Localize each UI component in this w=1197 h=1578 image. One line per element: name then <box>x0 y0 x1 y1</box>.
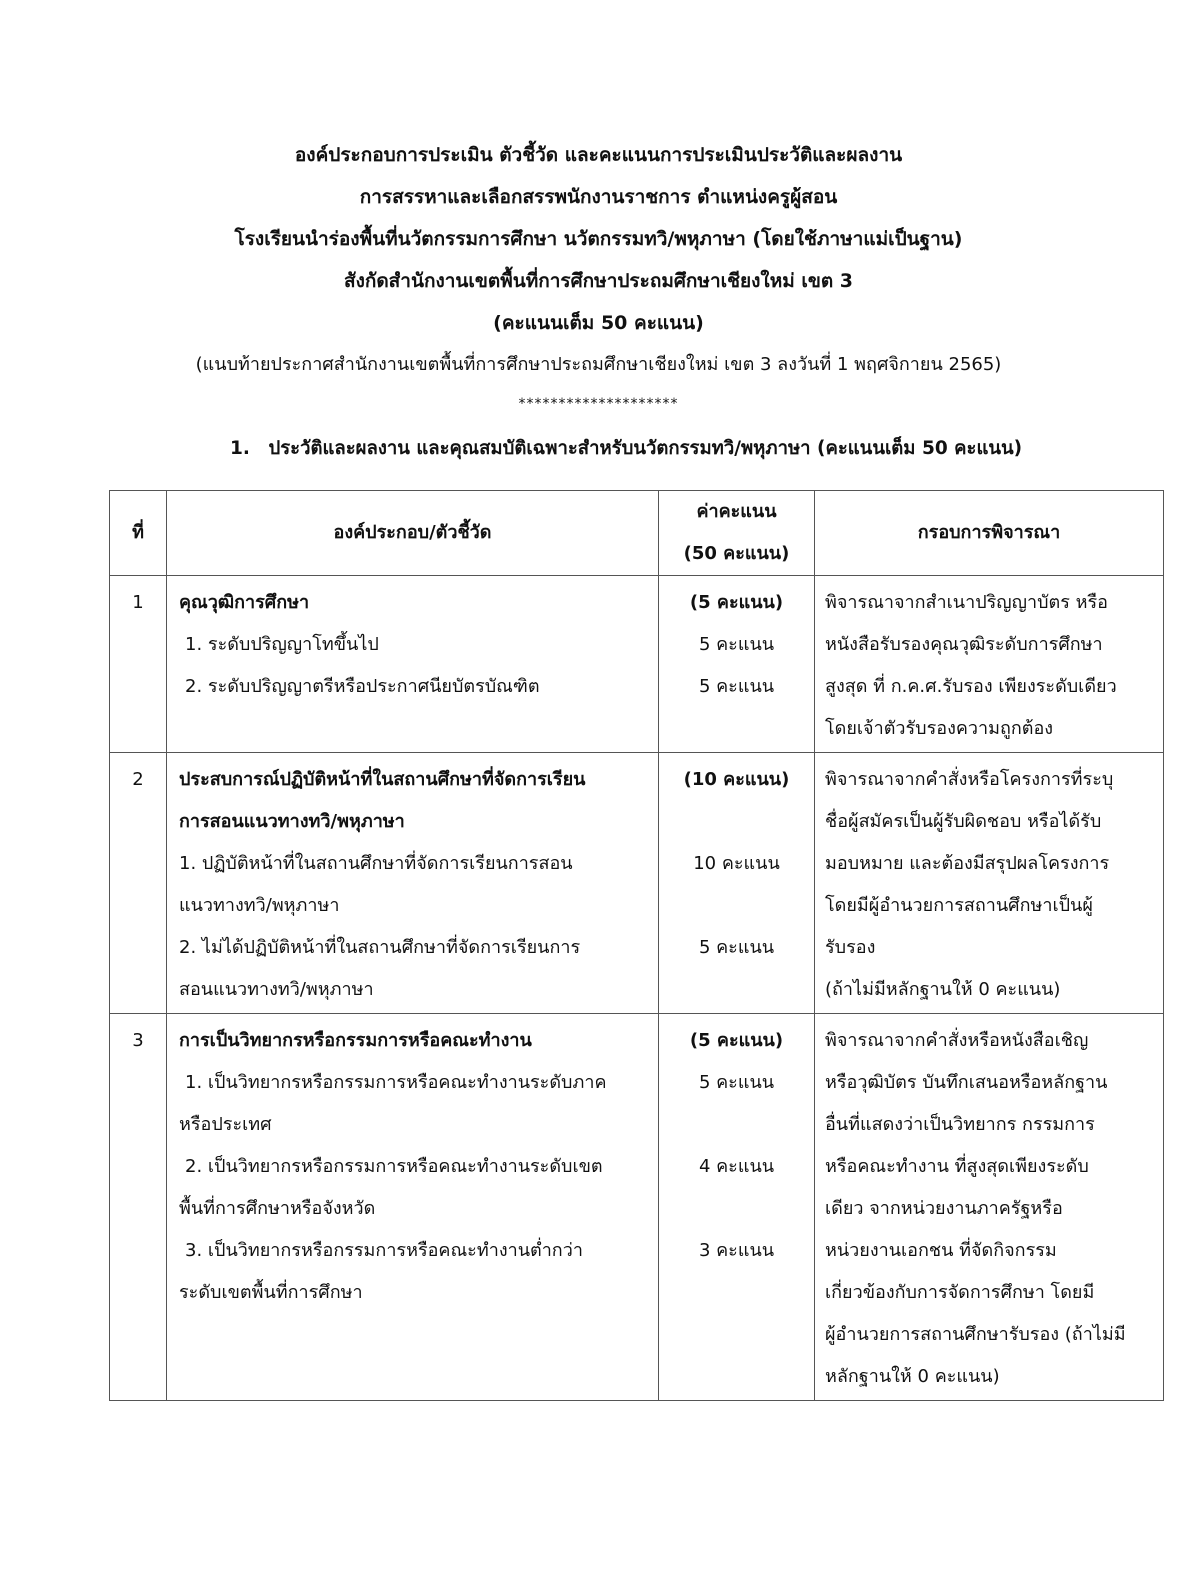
criteria-cell <box>815 753 1164 1014</box>
score-cell <box>659 1014 815 1401</box>
header-score-line1: ค่าคะแนน <box>696 501 777 522</box>
criteria-line: รับรอง <box>825 937 876 958</box>
header-criteria: กรอบการพิจารณา <box>815 491 1164 576</box>
criteria-line: หรือวุฒิบัตร บันทึกเสนอหรือหลักฐาน <box>825 1072 1108 1093</box>
criteria-cell <box>815 1014 1164 1401</box>
criteria-line: โดยเจ้าตัวรับรองความถูกต้อง <box>825 718 1054 739</box>
component-title: การเป็นวิทยากรหรือกรรมการหรือคณะทำงาน <box>179 1030 532 1051</box>
section-title: ประวัติและผลงาน และคุณสมบัติเฉพาะสำหรับนวัตกรรมทวิ/พหุภาษา (คะแนนเต็ม 50 คะแนน) <box>268 438 1023 459</box>
component-item: 2. ระดับปริญญาตรีหรือประกาศนียบัตรบัณฑิต <box>185 676 540 697</box>
component-title: คุณวุฒิการศึกษา <box>179 592 310 613</box>
header-score-line2: (50 คะแนน) <box>683 543 790 564</box>
criteria-line: มอบหมาย และต้องมีสรุปผลโครงการ <box>825 853 1110 874</box>
component-cell <box>167 753 659 1014</box>
score-value: 5 คะแนน <box>698 937 775 958</box>
table-row <box>110 1014 1164 1401</box>
evaluation-table <box>109 490 1164 1401</box>
criteria-line: (ถ้าไม่มีหลักฐานให้ 0 คะแนน) <box>825 979 1061 1000</box>
component-item: 2. เป็นวิทยากรหรือกรรมการหรือคณะทำงานระดับเขต <box>185 1156 603 1177</box>
score-total: (10 คะแนน) <box>683 769 790 790</box>
score-value: 5 คะแนน <box>698 676 775 697</box>
component-item: 3. เป็นวิทยากรหรือกรรมการหรือคณะทำงานต่ำกว่า <box>185 1240 583 1261</box>
header-no: ที่ <box>110 491 167 576</box>
criteria-line: อื่นที่แสดงว่าเป็นวิทยากร กรรมการ <box>825 1114 1095 1135</box>
criteria-line: หรือคณะทำงาน ที่สูงสุดเพียงระดับ <box>825 1156 1089 1177</box>
criteria-line: สูงสุด ที่ ก.ค.ศ.รับรอง เพียงระดับเดียว <box>825 676 1117 697</box>
score-total: (5 คะแนน) <box>689 592 784 613</box>
component-item: หรือประเทศ <box>179 1114 272 1135</box>
score-cell <box>659 576 815 753</box>
title-line-4: สังกัดสำนักงานเขตพื้นที่การศึกษาประถมศึกษาเชียงใหม่ เขต 3 <box>343 270 854 292</box>
criteria-cell <box>815 576 1164 753</box>
title-line-2: การสรรหาและเลือกสรรพนักงานราชการ ตำแหน่งครูผู้สอน <box>359 186 838 208</box>
annex-note: (แนบท้ายประกาศสำนักงานเขตพื้นที่การศึกษาประถมศึกษาเชียงใหม่ เขต 3 ลงวันที่ 1 พฤศจิกายน 2565) <box>195 354 1002 375</box>
score-cell <box>659 753 815 1014</box>
row-number: 2 <box>110 753 167 1014</box>
criteria-line: เกี่ยวข้องกับการจัดการศึกษา โดยมี <box>825 1282 1095 1303</box>
criteria-line: ผู้อำนวยการสถานศึกษารับรอง (ถ้าไม่มี <box>825 1324 1126 1345</box>
component-item: 2. ไม่ได้ปฏิบัติหน้าที่ในสถานศึกษาที่จัดการเรียนการ <box>179 937 581 958</box>
score-value: 10 คะแนน <box>693 853 780 874</box>
component-title: ประสบการณ์ปฏิบัติหน้าที่ในสถานศึกษาที่จัดการเรียน <box>179 769 586 790</box>
component-title: การสอนแนวทางทวิ/พหุภาษา <box>179 811 405 832</box>
row-number: 3 <box>110 1014 167 1401</box>
criteria-line: พิจารณาจากสำเนาปริญญาบัตร หรือ <box>825 592 1108 613</box>
criteria-line: พิจารณาจากคำสั่งหรือโครงการที่ระบุ <box>825 769 1114 790</box>
table-row <box>110 576 1164 753</box>
criteria-line: เดียว จากหน่วยงานภาครัฐหรือ <box>825 1198 1063 1219</box>
score-value: 4 คะแนน <box>698 1156 775 1177</box>
table-row <box>110 753 1164 1014</box>
criteria-line: โดยมีผู้อำนวยการสถานศึกษาเป็นผู้ <box>825 895 1093 916</box>
title-line-1: องค์ประกอบการประเมิน ตัวชี้วัด และคะแนนการประเมินประวัติและผลงาน <box>294 144 903 166</box>
score-value: 5 คะแนน <box>698 1072 775 1093</box>
component-cell <box>167 1014 659 1401</box>
score-total: (5 คะแนน) <box>689 1030 784 1051</box>
criteria-line: หลักฐานให้ 0 คะแนน) <box>825 1366 1000 1387</box>
component-item: 1. ระดับปริญญาโทขึ้นไป <box>185 634 379 655</box>
table-header-row <box>110 491 1164 576</box>
component-item: ระดับเขตพื้นที่การศึกษา <box>179 1282 363 1303</box>
title-line-5: (คะแนนเต็ม 50 คะแนน) <box>493 312 704 334</box>
separator: ******************** <box>518 396 679 412</box>
section-number: 1. <box>230 438 250 459</box>
header-score <box>659 491 815 576</box>
component-item: พื้นที่การศึกษาหรือจังหวัด <box>179 1198 376 1219</box>
criteria-line: พิจารณาจากคำสั่งหรือหนังสือเชิญ <box>825 1030 1089 1051</box>
criteria-line: ชื่อผู้สมัครเป็นผู้รับผิดชอบ หรือได้รับ <box>825 811 1102 832</box>
component-item: 1. ปฏิบัติหน้าที่ในสถานศึกษาที่จัดการเรียนการสอน <box>179 853 573 874</box>
title-line-3: โรงเรียนนำร่องพื้นที่นวัตกรรมการศึกษา นวัตกรรมทวิ/พหุภาษา (โดยใช้ภาษาแม่เป็นฐาน) <box>234 228 963 250</box>
section-heading <box>230 434 1022 464</box>
row-number: 1 <box>110 576 167 753</box>
component-item: แนวทางทวิ/พหุภาษา <box>179 895 340 916</box>
score-value: 5 คะแนน <box>698 634 775 655</box>
component-item: สอนแนวทางทวิ/พหุภาษา <box>179 979 374 1000</box>
criteria-line: หนังสือรับรองคุณวุฒิระดับการศึกษา <box>825 634 1103 655</box>
component-cell <box>167 576 659 753</box>
criteria-line: หน่วยงานเอกชน ที่จัดกิจกรรม <box>825 1240 1057 1261</box>
component-item: 1. เป็นวิทยากรหรือกรรมการหรือคณะทำงานระดับภาค <box>185 1072 607 1093</box>
header-component: องค์ประกอบ/ตัวชี้วัด <box>167 491 659 576</box>
score-value: 3 คะแนน <box>698 1240 775 1261</box>
